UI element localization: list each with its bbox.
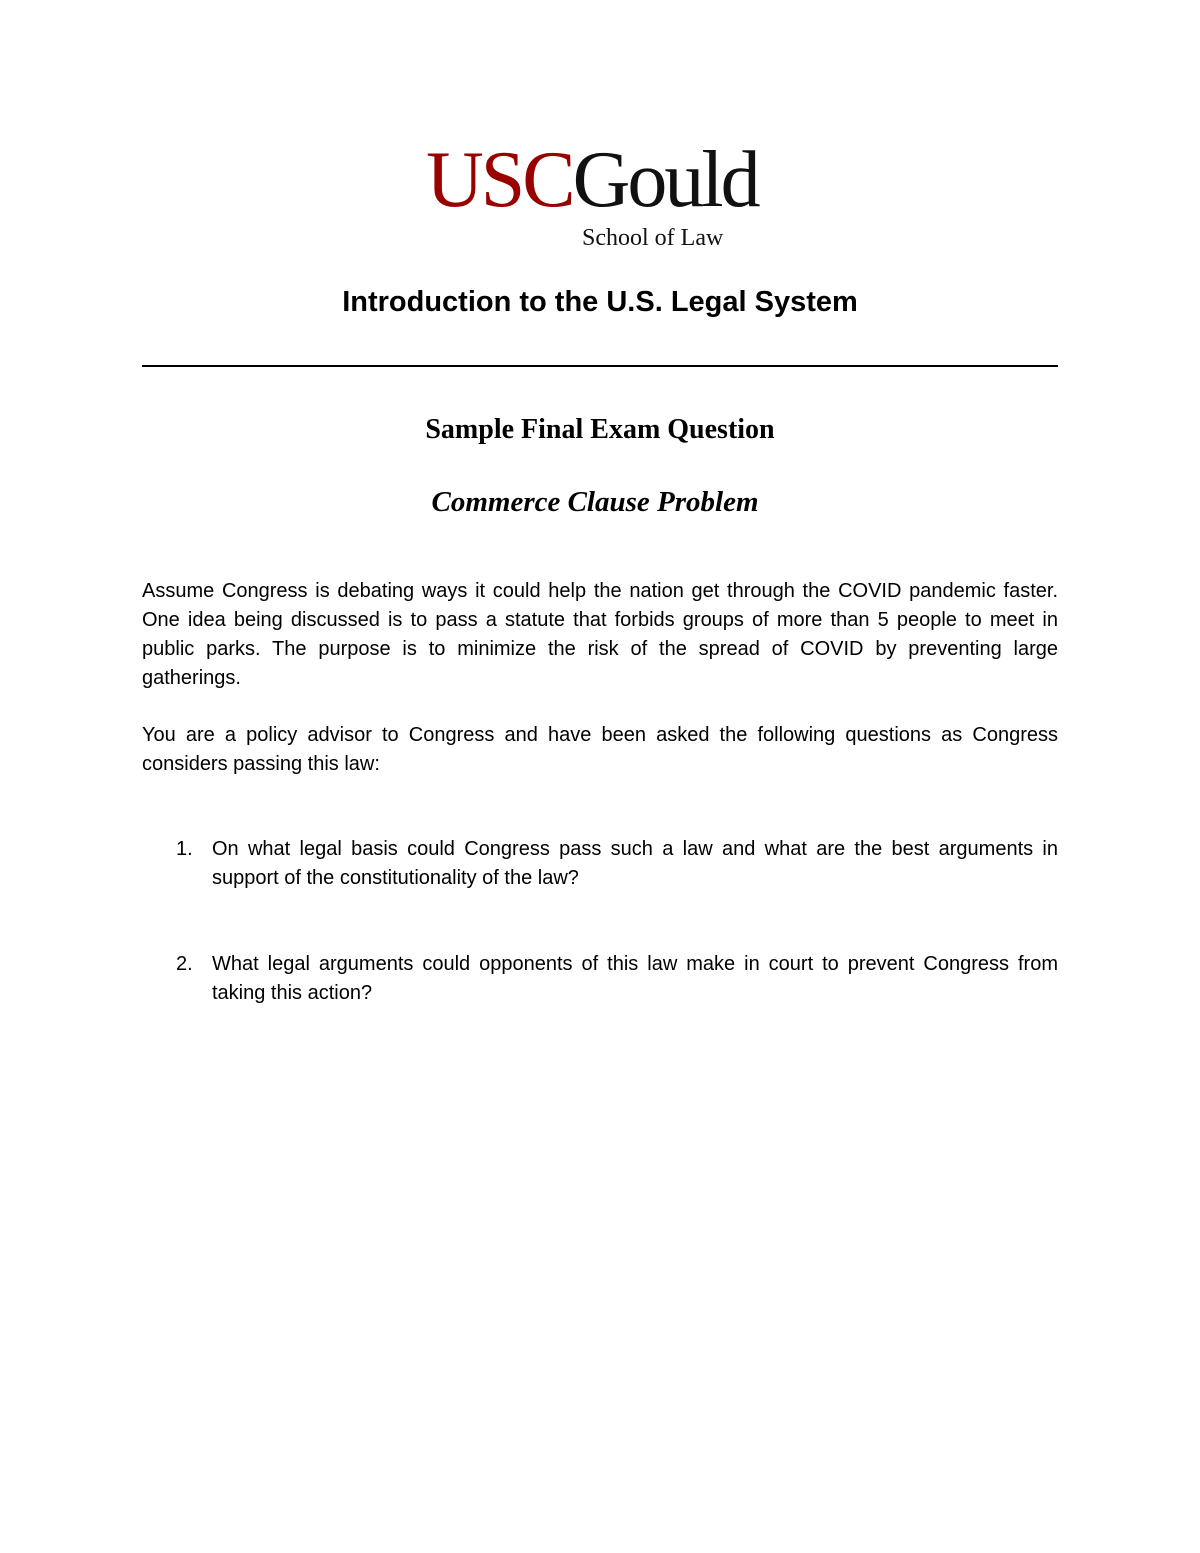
horizontal-rule <box>142 365 1058 367</box>
scenario-paragraph: Assume Congress is debating ways it could help the nation get through the COVID pandemic faster. One idea being discussed is to pass a statute that forbids groups of more than 5 people to meet in public parks. The purpose is to minimize the risk of the spread of COVID by preventing large gatherings. <box>142 580 1058 689</box>
logo-usc-text: USC <box>426 136 573 224</box>
question-text: On what legal basis could Congress pass such a law and what are the best arguments in support of the constitutionality of the law? <box>212 838 1058 889</box>
course-title: Introduction to the U.S. Legal System <box>342 286 858 318</box>
exam-heading: Sample Final Exam Question <box>425 414 775 445</box>
instruction-paragraph: You are a policy advisor to Congress and have been asked the following questions as Congress considers passing this law: <box>142 724 1058 775</box>
logo-school-text: School of Law <box>582 225 724 251</box>
logo-gould-text: Gould <box>572 136 758 224</box>
question-number: 1. <box>176 838 193 860</box>
logo-wordmark <box>426 136 758 224</box>
exam-subheading: Commerce Clause Problem <box>431 486 759 518</box>
question-number: 2. <box>176 953 193 975</box>
usc-gould-logo <box>420 136 780 255</box>
question-text: What legal arguments could opponents of this law make in court to prevent Congress from taking this action? <box>212 953 1058 1004</box>
